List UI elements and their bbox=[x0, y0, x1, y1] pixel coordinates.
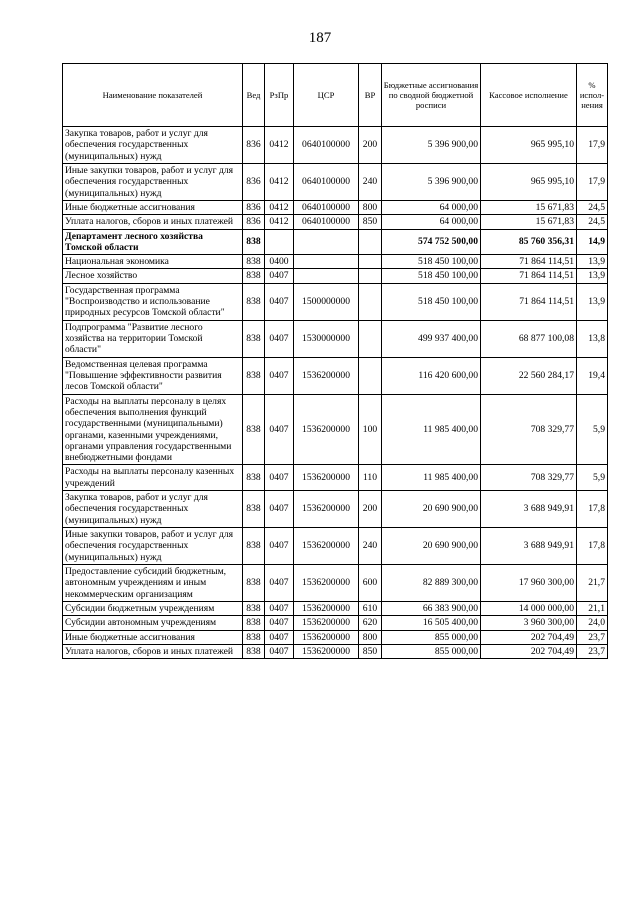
row-percent-cell: 13,9 bbox=[577, 255, 608, 269]
row-csr-cell bbox=[294, 229, 359, 255]
row-vr-cell: 850 bbox=[359, 644, 382, 658]
row-ved-cell: 836 bbox=[243, 200, 265, 214]
row-percent-cell: 17,8 bbox=[577, 491, 608, 528]
row-vr-cell: 600 bbox=[359, 564, 382, 601]
row-ved-cell: 838 bbox=[243, 616, 265, 630]
row-name-cell: Предоставление субсидий бюджетным, автономным учреждениям и иным некоммерческим организациям bbox=[63, 564, 243, 601]
row-ved-cell: 838 bbox=[243, 601, 265, 615]
row-rzpr-cell: 0407 bbox=[265, 630, 294, 644]
row-assignments-cell: 20 690 900,00 bbox=[382, 491, 481, 528]
row-cash-cell: 15 671,83 bbox=[481, 200, 577, 214]
table-row bbox=[63, 255, 608, 269]
row-vr-cell: 200 bbox=[359, 127, 382, 164]
row-name-cell: Иные закупки товаров, работ и услуг для обеспечения государственных (муниципальных) нужд bbox=[63, 163, 243, 200]
row-name-cell: Ведомственная целевая программа "Повышение эффективности развития лесов Томской области" bbox=[63, 357, 243, 394]
header-vr: ВР bbox=[359, 64, 382, 127]
row-ved-cell: 838 bbox=[243, 320, 265, 357]
row-rzpr-cell: 0407 bbox=[265, 644, 294, 658]
row-assignments-cell: 574 752 500,00 bbox=[382, 229, 481, 255]
table-row bbox=[63, 601, 608, 615]
row-rzpr-cell: 0407 bbox=[265, 491, 294, 528]
table-row bbox=[63, 320, 608, 357]
table-row bbox=[63, 269, 608, 283]
row-assignments-cell: 499 937 400,00 bbox=[382, 320, 481, 357]
row-name-cell: Департамент лесного хозяйства Томской области bbox=[63, 229, 243, 255]
row-cash-cell: 708 329,77 bbox=[481, 465, 577, 491]
header-ved: Вед bbox=[243, 64, 265, 127]
row-percent-cell: 24,5 bbox=[577, 215, 608, 229]
row-csr-cell: 1500000000 bbox=[294, 283, 359, 320]
row-cash-cell: 22 560 284,17 bbox=[481, 357, 577, 394]
table-row bbox=[63, 215, 608, 229]
row-cash-cell: 17 960 300,00 bbox=[481, 564, 577, 601]
header-assignments: Бюджетные ассигнования по сводной бюджетной росписи bbox=[382, 64, 481, 127]
row-csr-cell: 1536200000 bbox=[294, 616, 359, 630]
row-vr-cell bbox=[359, 357, 382, 394]
row-ved-cell: 836 bbox=[243, 163, 265, 200]
row-ved-cell: 838 bbox=[243, 644, 265, 658]
row-csr-cell: 0640100000 bbox=[294, 200, 359, 214]
row-rzpr-cell: 0407 bbox=[265, 320, 294, 357]
row-cash-cell: 965 995,10 bbox=[481, 127, 577, 164]
header-name: Наименование показателей bbox=[63, 64, 243, 127]
table-row bbox=[63, 528, 608, 565]
table-row bbox=[63, 163, 608, 200]
row-ved-cell: 838 bbox=[243, 564, 265, 601]
row-vr-cell: 110 bbox=[359, 465, 382, 491]
row-vr-cell: 240 bbox=[359, 163, 382, 200]
row-ved-cell: 836 bbox=[243, 215, 265, 229]
header-cash-execution: Кассовое исполнение bbox=[481, 64, 577, 127]
table-row bbox=[63, 394, 608, 465]
row-percent-cell: 24,5 bbox=[577, 200, 608, 214]
row-vr-cell bbox=[359, 229, 382, 255]
budget-table bbox=[62, 63, 608, 659]
table-row bbox=[63, 465, 608, 491]
row-cash-cell: 71 864 114,51 bbox=[481, 283, 577, 320]
row-name-cell: Субсидии автономным учреждениям bbox=[63, 616, 243, 630]
row-rzpr-cell: 0407 bbox=[265, 465, 294, 491]
row-csr-cell: 1536200000 bbox=[294, 491, 359, 528]
row-csr-cell: 1530000000 bbox=[294, 320, 359, 357]
row-csr-cell: 1536200000 bbox=[294, 528, 359, 565]
row-vr-cell bbox=[359, 320, 382, 357]
row-name-cell: Иные бюджетные ассигнования bbox=[63, 200, 243, 214]
row-cash-cell: 71 864 114,51 bbox=[481, 269, 577, 283]
row-percent-cell: 24,0 bbox=[577, 616, 608, 630]
row-rzpr-cell: 0407 bbox=[265, 601, 294, 615]
table-row bbox=[63, 357, 608, 394]
row-ved-cell: 838 bbox=[243, 465, 265, 491]
row-assignments-cell: 855 000,00 bbox=[382, 644, 481, 658]
row-cash-cell: 85 760 356,31 bbox=[481, 229, 577, 255]
page-number: 187 bbox=[308, 30, 332, 46]
row-ved-cell: 838 bbox=[243, 229, 265, 255]
row-name-cell: Расходы на выплаты персоналу в целях обеспечения выполнения функций государственными (муниципальными) органами, казенными учреждениями, органами управления государственными внебюджетными фондами bbox=[63, 394, 243, 465]
row-percent-cell: 17,9 bbox=[577, 163, 608, 200]
row-rzpr-cell: 0407 bbox=[265, 357, 294, 394]
row-assignments-cell: 518 450 100,00 bbox=[382, 255, 481, 269]
row-name-cell: Уплата налогов, сборов и иных платежей bbox=[63, 215, 243, 229]
row-csr-cell: 0640100000 bbox=[294, 127, 359, 164]
row-name-cell: Закупка товаров, работ и услуг для обеспечения государственных (муниципальных) нужд bbox=[63, 491, 243, 528]
row-rzpr-cell: 0407 bbox=[265, 616, 294, 630]
table-header-row bbox=[63, 64, 608, 127]
row-vr-cell bbox=[359, 283, 382, 320]
header-rzpr: РзПр bbox=[265, 64, 294, 127]
row-ved-cell: 838 bbox=[243, 283, 265, 320]
row-assignments-cell: 20 690 900,00 bbox=[382, 528, 481, 565]
row-rzpr-cell: 0412 bbox=[265, 163, 294, 200]
row-csr-cell: 1536200000 bbox=[294, 630, 359, 644]
row-assignments-cell: 855 000,00 bbox=[382, 630, 481, 644]
row-csr-cell: 1536200000 bbox=[294, 601, 359, 615]
row-percent-cell: 19,4 bbox=[577, 357, 608, 394]
row-ved-cell: 838 bbox=[243, 357, 265, 394]
row-csr-cell: 0640100000 bbox=[294, 215, 359, 229]
row-cash-cell: 708 329,77 bbox=[481, 394, 577, 465]
row-cash-cell: 965 995,10 bbox=[481, 163, 577, 200]
row-cash-cell: 202 704,49 bbox=[481, 630, 577, 644]
row-assignments-cell: 11 985 400,00 bbox=[382, 465, 481, 491]
header-csr: ЦСР bbox=[294, 64, 359, 127]
row-assignments-cell: 64 000,00 bbox=[382, 200, 481, 214]
row-vr-cell bbox=[359, 255, 382, 269]
row-assignments-cell: 5 396 900,00 bbox=[382, 163, 481, 200]
row-assignments-cell: 518 450 100,00 bbox=[382, 269, 481, 283]
row-csr-cell: 1536200000 bbox=[294, 357, 359, 394]
table-row bbox=[63, 229, 608, 255]
row-ved-cell: 836 bbox=[243, 127, 265, 164]
row-ved-cell: 838 bbox=[243, 528, 265, 565]
row-cash-cell: 15 671,83 bbox=[481, 215, 577, 229]
row-rzpr-cell: 0412 bbox=[265, 200, 294, 214]
row-rzpr-cell: 0407 bbox=[265, 394, 294, 465]
row-percent-cell: 14,9 bbox=[577, 229, 608, 255]
row-cash-cell: 68 877 100,08 bbox=[481, 320, 577, 357]
row-cash-cell: 202 704,49 bbox=[481, 644, 577, 658]
row-cash-cell: 3 688 949,91 bbox=[481, 528, 577, 565]
table-row bbox=[63, 283, 608, 320]
row-name-cell: Лесное хозяйство bbox=[63, 269, 243, 283]
row-assignments-cell: 82 889 300,00 bbox=[382, 564, 481, 601]
row-vr-cell: 620 bbox=[359, 616, 382, 630]
row-name-cell: Иные закупки товаров, работ и услуг для обеспечения государственных (муниципальных) нужд bbox=[63, 528, 243, 565]
row-ved-cell: 838 bbox=[243, 255, 265, 269]
row-name-cell: Расходы на выплаты персоналу казенных учреждений bbox=[63, 465, 243, 491]
row-cash-cell: 14 000 000,00 bbox=[481, 601, 577, 615]
table-row bbox=[63, 564, 608, 601]
table-row bbox=[63, 127, 608, 164]
header-percent-execution: % испол- нения bbox=[577, 64, 608, 127]
row-percent-cell: 23,7 bbox=[577, 630, 608, 644]
row-name-cell: Закупка товаров, работ и услуг для обеспечения государственных (муниципальных) нужд bbox=[63, 127, 243, 164]
row-name-cell: Иные бюджетные ассигнования bbox=[63, 630, 243, 644]
row-name-cell: Подпрограмма "Развитие лесного хозяйства на территории Томской области" bbox=[63, 320, 243, 357]
row-rzpr-cell: 0412 bbox=[265, 215, 294, 229]
row-cash-cell: 71 864 114,51 bbox=[481, 255, 577, 269]
row-ved-cell: 838 bbox=[243, 394, 265, 465]
row-percent-cell: 5,9 bbox=[577, 394, 608, 465]
row-assignments-cell: 66 383 900,00 bbox=[382, 601, 481, 615]
row-ved-cell: 838 bbox=[243, 269, 265, 283]
row-vr-cell: 100 bbox=[359, 394, 382, 465]
table-row bbox=[63, 491, 608, 528]
row-vr-cell: 200 bbox=[359, 491, 382, 528]
row-ved-cell: 838 bbox=[243, 630, 265, 644]
row-assignments-cell: 518 450 100,00 bbox=[382, 283, 481, 320]
row-assignments-cell: 116 420 600,00 bbox=[382, 357, 481, 394]
row-csr-cell: 1536200000 bbox=[294, 644, 359, 658]
table-row bbox=[63, 630, 608, 644]
row-percent-cell: 23,7 bbox=[577, 644, 608, 658]
row-percent-cell: 5,9 bbox=[577, 465, 608, 491]
row-rzpr-cell: 0407 bbox=[265, 564, 294, 601]
row-vr-cell: 800 bbox=[359, 200, 382, 214]
row-assignments-cell: 11 985 400,00 bbox=[382, 394, 481, 465]
row-rzpr-cell: 0412 bbox=[265, 127, 294, 164]
row-name-cell: Национальная экономика bbox=[63, 255, 243, 269]
row-assignments-cell: 5 396 900,00 bbox=[382, 127, 481, 164]
row-percent-cell: 17,9 bbox=[577, 127, 608, 164]
row-percent-cell: 13,8 bbox=[577, 320, 608, 357]
row-ved-cell: 838 bbox=[243, 491, 265, 528]
row-csr-cell: 1536200000 bbox=[294, 394, 359, 465]
row-percent-cell: 13,9 bbox=[577, 283, 608, 320]
row-csr-cell: 1536200000 bbox=[294, 465, 359, 491]
row-rzpr-cell: 0407 bbox=[265, 269, 294, 283]
row-vr-cell: 800 bbox=[359, 630, 382, 644]
row-percent-cell: 13,9 bbox=[577, 269, 608, 283]
row-vr-cell: 850 bbox=[359, 215, 382, 229]
row-vr-cell: 610 bbox=[359, 601, 382, 615]
row-csr-cell: 1536200000 bbox=[294, 564, 359, 601]
table-row bbox=[63, 616, 608, 630]
row-assignments-cell: 16 505 400,00 bbox=[382, 616, 481, 630]
row-name-cell: Субсидии бюджетным учреждениям bbox=[63, 601, 243, 615]
row-assignments-cell: 64 000,00 bbox=[382, 215, 481, 229]
row-rzpr-cell bbox=[265, 229, 294, 255]
row-vr-cell: 240 bbox=[359, 528, 382, 565]
row-cash-cell: 3 688 949,91 bbox=[481, 491, 577, 528]
table-row bbox=[63, 644, 608, 658]
row-percent-cell: 21,7 bbox=[577, 564, 608, 601]
row-rzpr-cell: 0407 bbox=[265, 528, 294, 565]
row-name-cell: Уплата налогов, сборов и иных платежей bbox=[63, 644, 243, 658]
row-name-cell: Государственная программа "Воспроизводство и использование природных ресурсов Томской области" bbox=[63, 283, 243, 320]
row-csr-cell: 0640100000 bbox=[294, 163, 359, 200]
row-rzpr-cell: 0407 bbox=[265, 283, 294, 320]
row-cash-cell: 3 960 300,00 bbox=[481, 616, 577, 630]
table-row bbox=[63, 200, 608, 214]
row-csr-cell bbox=[294, 255, 359, 269]
row-rzpr-cell: 0400 bbox=[265, 255, 294, 269]
row-percent-cell: 17,8 bbox=[577, 528, 608, 565]
row-percent-cell: 21,1 bbox=[577, 601, 608, 615]
row-vr-cell bbox=[359, 269, 382, 283]
row-csr-cell bbox=[294, 269, 359, 283]
